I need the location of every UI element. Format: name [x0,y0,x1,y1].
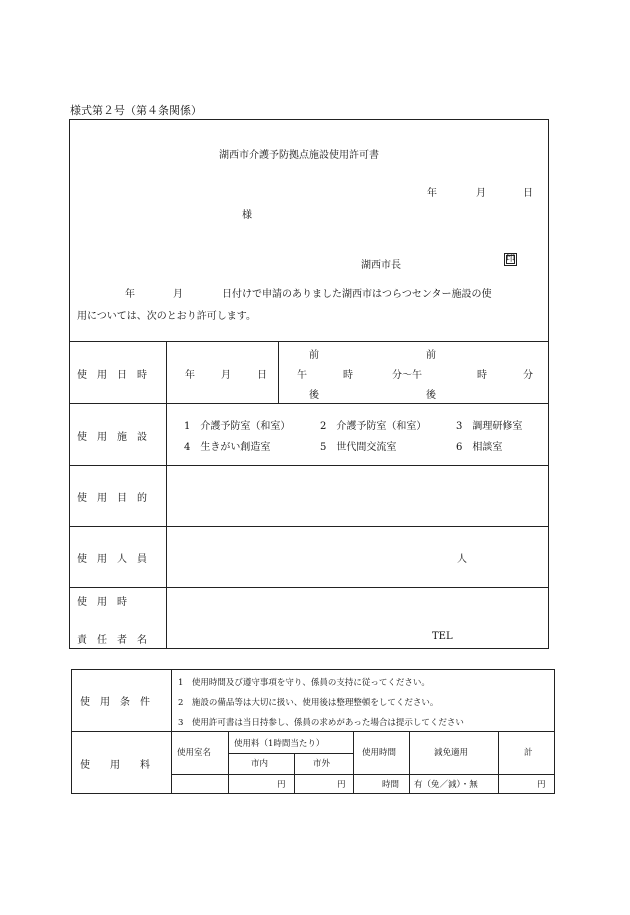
facility-option: 3 調理研修室 [456,421,523,432]
noon-mark-1: 午 [297,370,307,381]
divider [69,587,549,588]
responsible-label-line2: 責 任 者 名 [77,635,147,646]
usage-month: 月 [221,370,231,381]
yen-unit: 円 [537,780,546,790]
room-name-header: 使用室名 [177,748,212,758]
fee-value-divider [171,774,555,775]
seal-text: 印 [505,254,515,264]
city-out-header: 市外 [313,759,331,769]
divider [71,731,555,732]
tel-label: TEL [432,631,453,642]
conditions-label: 使 用 条 件 [80,697,150,708]
body-year: 年 [125,289,135,300]
date-year: 年 [427,188,437,199]
divider [69,526,549,527]
usage-time-header: 使用時間 [362,748,397,758]
fee-col-divider [228,731,229,794]
label-column-divider [166,341,167,649]
date-day: 日 [523,188,533,199]
hour-mark-1: 時 [343,370,353,381]
purpose-label: 使 用 目 的 [77,493,147,504]
fee-subheader-divider [228,753,353,754]
pm-mark-2: 後 [426,390,436,401]
seal-mark [504,253,517,266]
am-mark-1: 前 [309,350,319,361]
label-column-divider [171,669,172,794]
condition-item: 2 施設の備品等は大切に扱い、使用後は整理整頓をしてください。 [178,698,439,708]
fee-per-hour-header: 使用料（1時間当たり） [234,739,325,749]
responsible-label-line1: 使 用 時 [77,597,127,608]
hour-mark-2: 時 [477,370,487,381]
city-in-header: 市内 [251,759,269,769]
facility-option: 2 介護予防室（和室） [320,421,427,432]
minute-to-noon-mark: 分〜午 [392,370,422,381]
facility-label: 使 用 施 設 [77,432,147,443]
am-mark-2: 前 [426,350,436,361]
hours-unit: 時間 [382,780,400,790]
people-label: 使 用 人 員 [77,554,147,565]
divider [69,341,549,342]
body-line1-text: 日付けで申請のありました湖西市はつらつセンター施設の使 [222,289,492,300]
fee-col-divider [353,731,354,794]
usage-year: 年 [185,370,195,381]
facility-option: 6 相談室 [456,442,503,453]
facility-option: 1 介護予防室（和室） [184,421,291,432]
yen-unit: 円 [337,780,346,790]
fee-label: 使 用 料 [80,760,150,771]
fee-col-divider [409,731,410,794]
issuer-name: 湖西市長 [361,260,401,271]
date-month: 月 [476,188,486,199]
form-label: 様式第２号（第４条関係） [70,104,202,117]
usage-datetime-label: 使 用 日 時 [77,370,147,381]
yen-unit: 円 [277,780,286,790]
facility-option: 5 世代間交流室 [320,442,397,453]
divider [69,465,549,466]
addressee-suffix: 様 [242,210,252,221]
condition-item: 3 使用許可書は当日持参し、係員の求めがあった場合は提示してください [178,718,464,728]
date-time-divider [278,341,279,403]
body-line2-text: 用については、次のとおり許可します。 [77,311,256,322]
usage-day: 日 [257,370,267,381]
reduction-header: 減免適用 [434,748,469,758]
fee-col-divider [498,731,499,794]
divider [69,403,549,404]
reduction-value: 有（免／減）・無 [414,780,478,790]
condition-item: 1 使用時間及び遵守事項を守り、係員の支持に従ってください。 [178,678,430,688]
body-month: 月 [173,289,183,300]
facility-option: 4 生きがい創造室 [184,442,271,453]
people-unit: 人 [457,554,467,565]
pm-mark-1: 後 [309,390,319,401]
permit-title: 湖西市介護予防拠点施設使用許可書 [219,150,379,161]
total-header: 計 [524,748,533,758]
minute-mark-2: 分 [523,370,533,381]
